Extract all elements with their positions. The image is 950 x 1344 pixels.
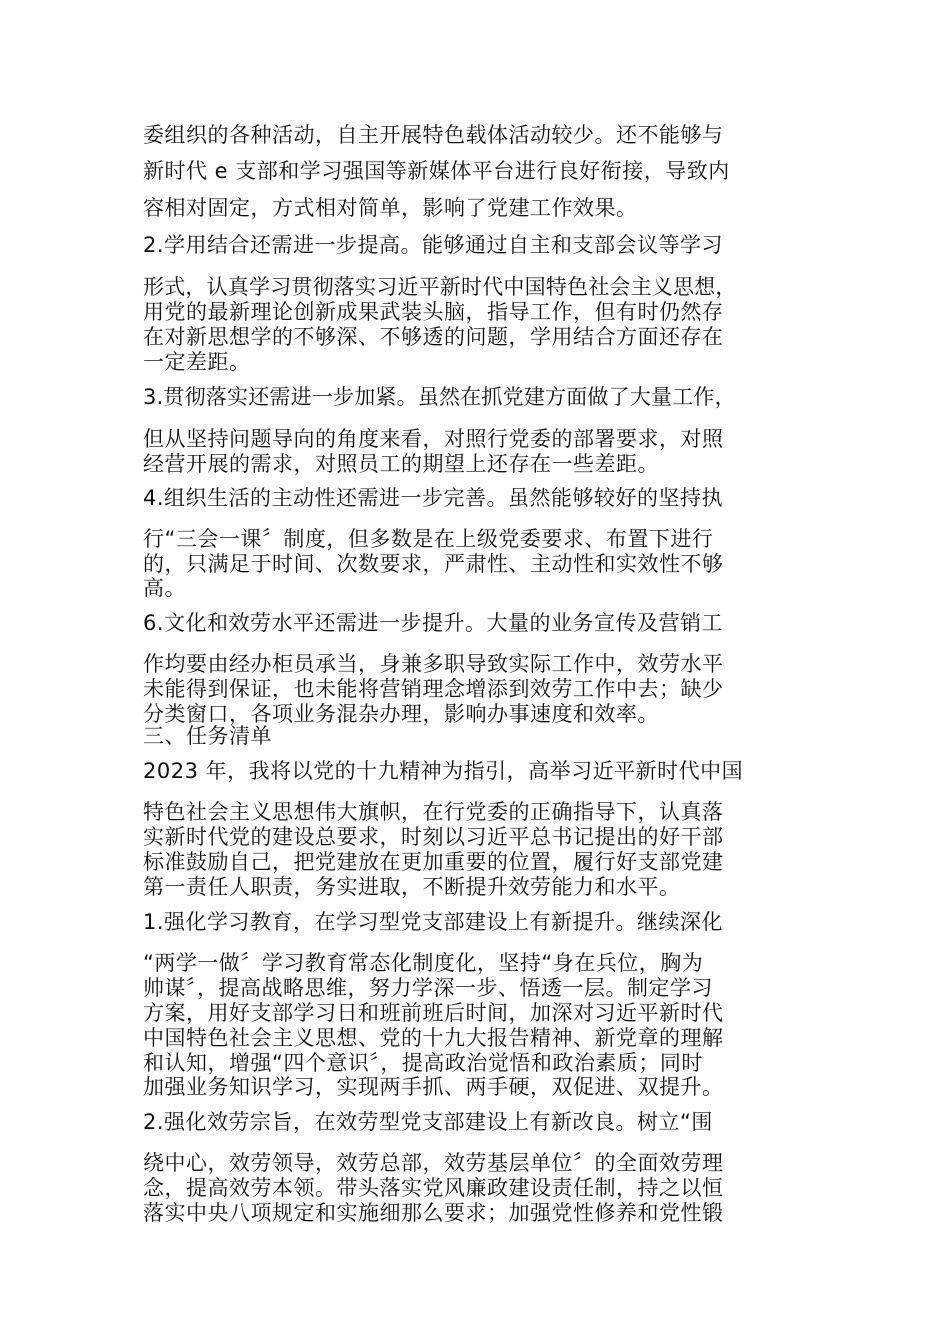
text-line: 容相对固定，方式相对简单，影响了党建工作效果。	[143, 196, 638, 220]
text-line: 特色社会主义思想伟大旗帜，在行党委的正确指导下，认真落	[143, 800, 724, 824]
text-line: 行“三会一课〞制度，但多数是在上级党委要求、布置下进行	[143, 527, 714, 551]
text-line: 一定差距。	[143, 350, 251, 374]
text-line: 形式，认真学习贯彻落实习近平新时代中国特色社会主义思想，	[143, 275, 737, 299]
text-line: 分类窗口，各项业务混杂办理，影响办事速度和效率。	[143, 702, 659, 726]
text-line: 高。	[143, 576, 186, 600]
text-line: 绕中心，效劳领导，效劳总部，效劳基层单位〞的全面效劳理	[143, 1151, 724, 1175]
section-heading: 三、任务清单	[143, 724, 272, 748]
text-line: 落实中央八项规定和实施细那么要求；加强党性修养和党性锻	[143, 1201, 724, 1225]
text-line: 和认知，增强“四个意识〞，提高政治觉悟和政治素质；同时	[143, 1051, 703, 1075]
text-line: 经营开展的需求，对照员工的期望上还存在一些差距。	[143, 452, 659, 476]
text-line: 未能得到保证，也未能将营销理念增添到效劳工作中去；缺少	[143, 677, 724, 701]
text-line: 念，提高效劳本领。带头落实党风廉政建设责任制，持之以恒	[143, 1176, 724, 1200]
text-line: 1.强化学习教育，在学习型党支部建设上有新提升。继续深化	[143, 910, 724, 934]
text-line: 作均要由经办柜员承当，身兼多职导致实际工作中，效劳水平	[143, 652, 724, 676]
text-line: 方案，用好支部学习日和班前班后时间，加深对习近平新时代	[143, 1001, 724, 1025]
text-line: 2.学用结合还需进一步提高。能够通过自主和支部会议等学习	[143, 233, 724, 257]
text-line: 新时代 e 支部和学习强国等新媒体平台进行良好衔接，导致内	[143, 159, 730, 183]
text-line: “两学一做〞学习教育常态化制度化，坚持“身在兵位，胸为	[143, 951, 704, 975]
text-line: 6.文化和效劳水平还需进一步提升。大量的业务宣传及营销工	[143, 611, 724, 635]
text-line: 的，只满足于时间、次数要求，严肃性、主动性和实效性不够	[143, 552, 724, 576]
text-line: 但从坚持问题导向的角度来看，对照行党委的部署要求，对照	[143, 427, 724, 451]
text-line: 3.贯彻落实还需进一步加紧。虽然在抓党建方面做了大量工作，	[143, 385, 736, 409]
text-line: 委组织的各种活动，自主开展特色载体活动较少。还不能够与	[143, 123, 724, 147]
text-line: 2.强化效劳宗旨，在效劳型党支部建设上有新改良。树立“围	[143, 1110, 713, 1134]
text-line: 标准鼓励自己，把党建放在更加重要的位置，履行好支部党建	[143, 850, 724, 874]
text-line: 中国特色社会主义思想、党的十九大报告精神、新党章的理解	[143, 1026, 724, 1050]
text-line: 加强业务知识学习，实现两手抓、两手硬，双促进、双提升。	[143, 1075, 724, 1099]
text-line: 用党的最新理论创新成果武装头脑，指导工作，但有时仍然存	[143, 300, 724, 324]
text-line: 在对新思想学的不够深、不够透的问题，学用结合方面还存在	[143, 325, 724, 349]
text-line: 第一责任人职责，务实进取，不断提升效劳能力和水平。	[143, 875, 681, 899]
text-line: 实新时代党的建设总要求，时刻以习近平总书记提出的好干部	[143, 825, 724, 849]
text-line: 2023 年，我将以党的十九精神为指引，高举习近平新时代中国	[143, 759, 744, 783]
text-line: 4.组织生活的主动性还需进一步完善。虽然能够较好的坚持执	[143, 486, 724, 510]
text-line: 帅谋〞，提高战略思维，努力学深一步、悟透一层。制定学习	[143, 976, 713, 1000]
